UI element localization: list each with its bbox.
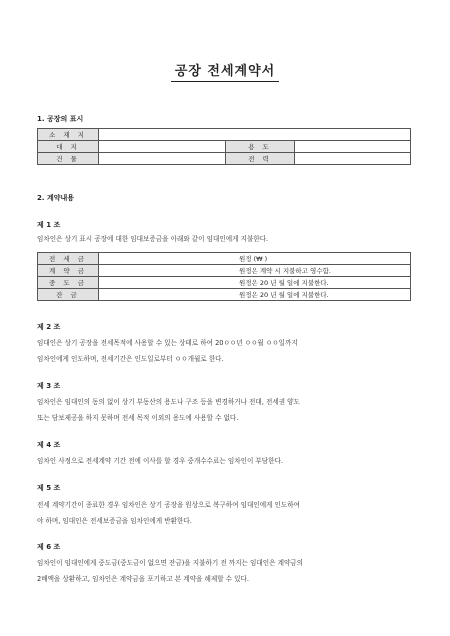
interim-payment-label: 중 도 금 — [38, 277, 99, 289]
table-row — [38, 153, 411, 165]
article-5-line-2: 야 하며, 임대인은 전세보증금을 임차인에게 반환한다. — [37, 517, 192, 525]
table-row — [38, 289, 411, 301]
interim-payment-value[interactable]: 원정은 20 년 월 일에 지불한다. — [99, 277, 411, 289]
article-2-line-2: 임차인에게 인도하며, 전세기간은 인도일로부터 ㅇㅇ개월로 한다. — [37, 355, 224, 363]
article-3-line-1: 임차인은 임대인의 동의 없이 상기 부동산의 용도나 구조 등을 변경하거나 전대, 전세권 양도 — [37, 398, 300, 406]
article-6-line-2: 2배액을 상환하고, 임차인은 계약금을 포기하고 본 계약을 해제할 수 있다. — [37, 575, 249, 583]
article-5-line-1: 전세 계약기간이 종료한 경우 임차인은 상기 공장을 원상으로 복구하여 임대인에게 인도하여 — [37, 501, 301, 509]
article-6-line-1: 임차인이 임대인에게 중도금(중도금이 없으면 잔금)을 지불하기 전 까지는 임대인은 계약금의 — [37, 559, 304, 567]
deposit-label: 전 세 금 — [38, 253, 99, 265]
article-4-title: 제 4 조 — [37, 441, 61, 449]
article-6-text — [37, 555, 413, 587]
contract-payment-value[interactable]: 원정은 계약 시 지불하고 영수함. — [99, 265, 411, 277]
building-label: 건 물 — [38, 153, 99, 165]
table-row — [38, 253, 411, 265]
article-4-text — [37, 453, 413, 469]
article-5-text — [37, 497, 413, 529]
article-4-line-1: 임차인 사정으로 전세계약 기간 전에 이사를 할 경우 중개수수료는 임차인이 부담한다. — [37, 457, 283, 465]
article-3-line-2: 또는 담보제공을 하지 못하며 전세 목적 이외의 용도에 사용할 수 없다. — [37, 414, 239, 422]
article-5-title: 제 5 조 — [37, 484, 61, 492]
building-value-cell[interactable] — [99, 153, 226, 165]
usage-label: 용 도 — [226, 141, 295, 153]
table-row — [38, 265, 411, 277]
table-row — [38, 141, 411, 153]
land-value-cell[interactable] — [99, 141, 226, 153]
article-2-line-1: 임대인은 상기 공장을 전세목적에 사용할 수 있는 상태로 하여 20ㅇㅇ년 ㅇㅇ월 ㅇㅇ일까지 — [37, 339, 298, 347]
balance-value[interactable]: 원정은 20 년 월 일에 지불한다. — [99, 289, 411, 301]
article-3-text — [37, 394, 413, 426]
section-1-heading: 1. 공장의 표시 — [37, 115, 84, 123]
location-label: 소 재 지 — [38, 129, 99, 141]
article-1-title: 제 1 조 — [37, 221, 61, 229]
land-label: 대 지 — [38, 141, 99, 153]
usage-value-cell[interactable] — [295, 141, 411, 153]
table-row — [38, 277, 411, 289]
article-6-title: 제 6 조 — [37, 543, 61, 551]
article-1-line: 임차인은 상기 표시 공장에 대한 임대보증금을 아래와 같이 임대인에게 지불한다. — [37, 235, 269, 243]
article-2-title: 제 2 조 — [37, 323, 61, 331]
power-value-cell[interactable] — [295, 153, 411, 165]
document-title — [0, 60, 450, 79]
article-1-text — [37, 231, 413, 247]
balance-label: 잔 금 — [38, 289, 99, 301]
contract-payment-label: 계 약 금 — [38, 265, 99, 277]
document-title-text: 공장 전세계약서 — [171, 64, 279, 82]
power-label: 전 력 — [226, 153, 295, 165]
property-table — [37, 128, 411, 165]
payment-table — [37, 252, 411, 301]
article-2-text — [37, 335, 413, 367]
section-2-heading: 2. 계약내용 — [37, 194, 75, 202]
table-row — [38, 129, 411, 141]
article-3-title: 제 3 조 — [37, 382, 61, 390]
location-value-cell[interactable] — [99, 129, 411, 141]
deposit-value[interactable]: 원정 (₩ ) — [99, 253, 411, 265]
